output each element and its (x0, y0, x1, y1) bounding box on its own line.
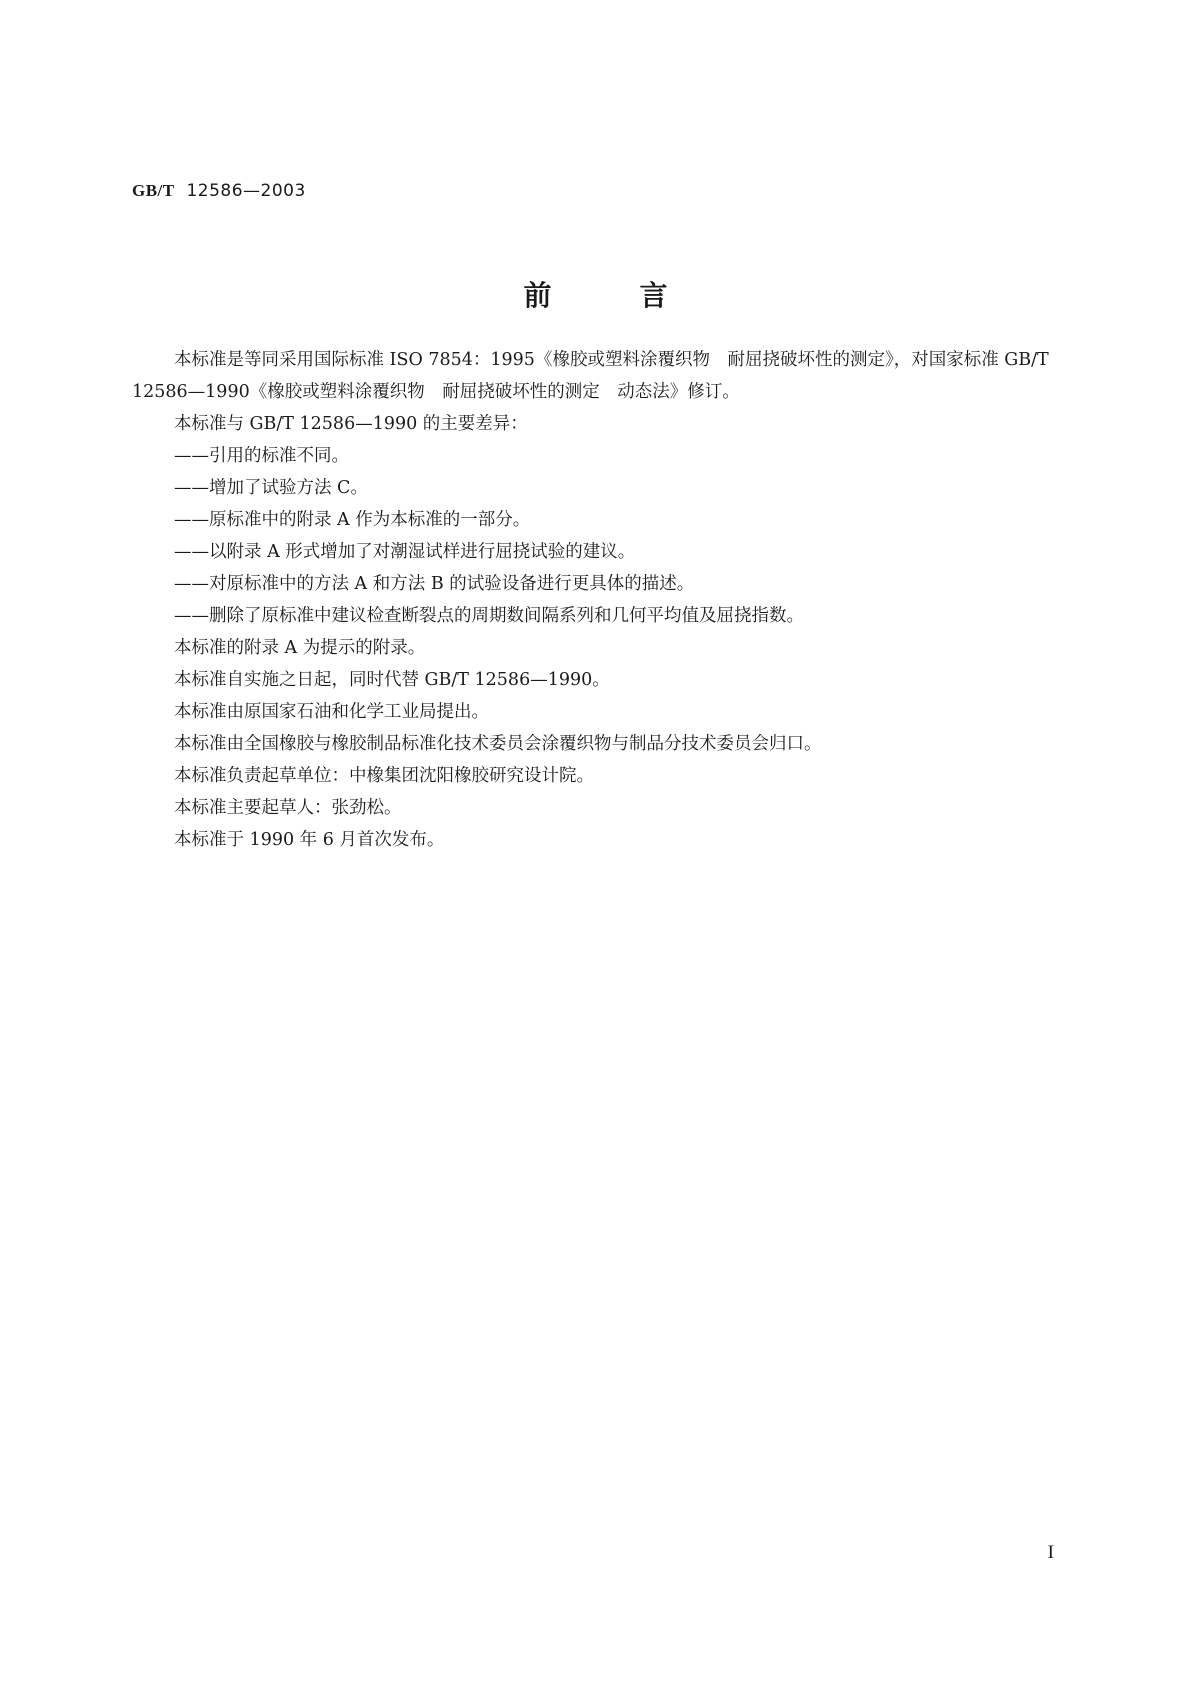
list-item: ——对原标准中的方法 A 和方法 B 的试验设备进行更具体的描述。 (174, 574, 695, 594)
list-item: ——引用的标准不同。 (174, 446, 349, 466)
paragraph: 本标准自实施之日起，同时代替 GB/T 12586—1990。 (174, 670, 610, 690)
list-item: ——原标准中的附录 A 作为本标准的一部分。 (174, 510, 531, 530)
paragraph: 本标准负责起草单位：中橡集团沈阳橡胶研究设计院。 (174, 766, 594, 786)
page-number: I (1047, 1542, 1054, 1563)
list-item: ——以附录 A 形式增加了对潮湿试样进行屈挠试验的建议。 (174, 542, 636, 562)
list-item: ——增加了试验方法 C。 (174, 478, 368, 498)
title-char-1: 前 (523, 279, 552, 312)
foreword-body (132, 344, 1062, 856)
paragraph: 本标准是等同采用国际标准 ISO 7854：1995《橡胶或塑料涂覆织物 耐屈挠破坏性的测定》，对国家标准 GB/T 12586—1990《橡胶或塑料涂覆织物 耐屈挠破坏性的测定 动态法》修订。 (132, 350, 1049, 402)
list-item: ——删除了原标准中建议检查断裂点的周期数间隔系列和几何平均值及屈挠指数。 (174, 606, 804, 626)
title-char-2: 言 (639, 279, 668, 312)
paragraph: 本标准由原国家石油和化学工业局提出。 (174, 702, 489, 722)
paragraph: 本标准的附录 A 为提示的附录。 (174, 638, 426, 658)
standard-code: GB/T (132, 181, 175, 200)
paragraph: 本标准由全国橡胶与橡胶制品标准化技术委员会涂覆织物与制品分技术委员会归口。 (174, 734, 822, 754)
paragraph: 本标准与 GB/T 12586—1990 的主要差异： (174, 414, 528, 434)
page-title (0, 274, 1191, 314)
paragraph: 本标准主要起草人：张劲松。 (174, 798, 402, 818)
standard-number: 12586—2003 (186, 181, 306, 201)
standard-number-header (132, 181, 306, 201)
paragraph: 本标准于 1990 年 6 月首次发布。 (174, 830, 445, 850)
